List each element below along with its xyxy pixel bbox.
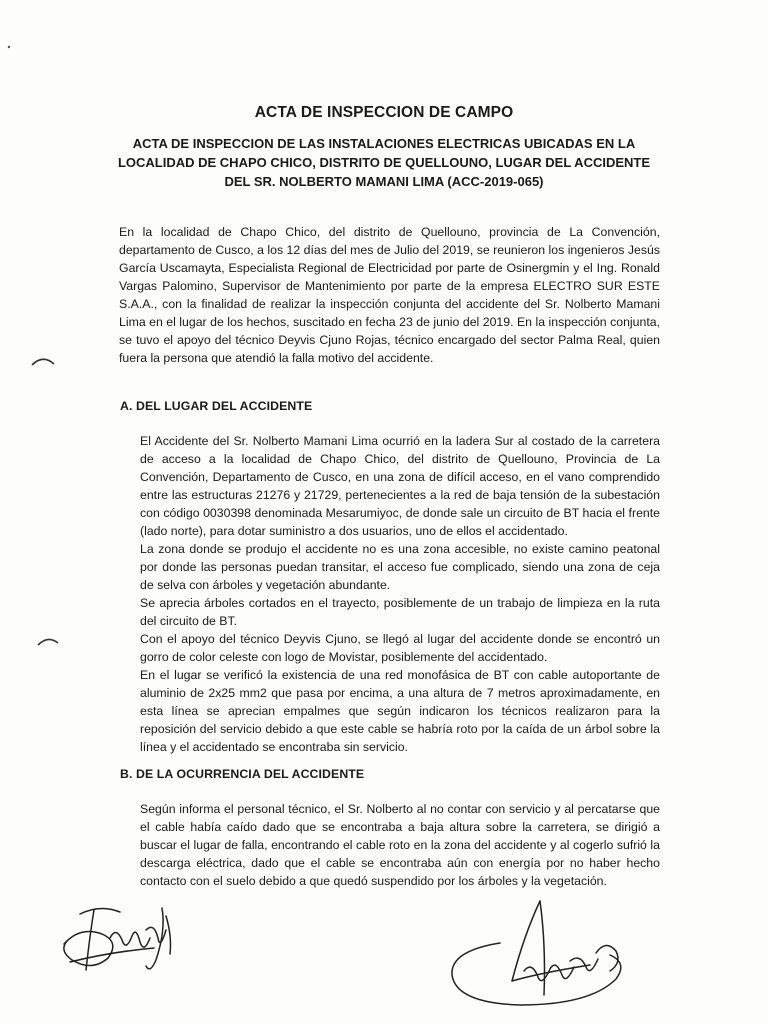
section-b-heading: [120, 767, 364, 781]
punch-hole-mark-bottom: [36, 636, 62, 646]
section-a-title: DEL LUGAR DEL ACCIDENTE: [136, 399, 313, 413]
section-a-paragraph: Se aprecia árboles cortados en el trayecto, posiblemente de un trabajo de limpieza en la ruta del circuito de BT.: [140, 596, 660, 628]
section-b-title: DE LA OCURRENCIA DEL ACCIDENTE: [136, 767, 365, 781]
signature-left: [50, 900, 190, 980]
section-b-paragraph: Según informa el personal técnico, el Sr. Nolberto al no contar con servicio y al percatarse que el cable había caído dado que se encontraba a baja altura sobre la carretera, se dirigió a buscar el lugar de falla, encontrando el cable roto en la zona del accidente y al cogerlo sufrió la descarga eléctrica, dado que el cable se encontraba aún con energía por no haber hecho contacto con el suelo debido a que quedó suspendido por los árboles y la vegetación.: [140, 802, 660, 888]
section-a-letter: A.: [120, 399, 133, 413]
section-a-paragraph: En el lugar se verificó la existencia de una red monofásica de BT con cable autoportante de aluminio de 2x25 mm2 que pasa por encima, a una altura de 7 metros aproximadamente, en esta línea se aprecian empalmes que según indicaron los técnicos realizaron para la reposición del servicio debido a que este cable se habría roto por la caída de un árbol sobre la línea y el accidentado se encontraba sin servicio.: [140, 668, 660, 754]
intro-paragraph: En la localidad de Chapo Chico, del distrito de Quellouno, provincia de La Convención, departamento de Cusco, a los 12 días del mes de Julio del 2019, se reunieron los ingenieros Jesús García Uscamayta, Especialista Regional de Electricidad por parte de Osinergmin y el Ing. Ronald Vargas Palomino, Supervisor de Mantenimiento por parte de la empresa ELECTRO SUR ESTE S.A.A., con la finalidad de realizar la inspección conjunta del accidente del Sr. Nolberto Mamani Lima en el lugar de los hechos, suscitado en fecha 23 de junio del 2019. En la inspección conjunta, se tuvo el apoyo del técnico Deyvis Cjuno Rojas, técnico encargado del sector Palma Real, quien fuera la persona que atendió la falla motivo del accidente.: [119, 225, 660, 365]
signature-right: [440, 895, 640, 1015]
punch-hole-mark-top: [30, 356, 56, 366]
section-a-paragraph: La zona donde se produjo el accidente no es una zona accesible, no existe camino peatonal por donde las personas puedan transitar, el acceso fue complicado, siendo una zona de ceja de selva con árboles y vegetación abundante.: [140, 542, 660, 592]
section-a-paragraph: Con el apoyo del técnico Deyvis Cjuno, se llegó al lugar del accidente donde se encontró un gorro de color celeste con logo de Movistar, posiblemente del accidentado.: [140, 632, 660, 664]
section-a-paragraph: El Accidente del Sr. Nolberto Mamani Lima ocurrió en la ladera Sur al costado de la carretera de acceso a la localidad de Chapo Chico, del distrito de Quellouno, Provincia de La Convención, Departamento de Cusco, en una zona de difícil acceso, en el vano comprendido entre las estructuras 21276 y 21729, pertenecientes a la red de baja tensión de la subestación con código 0030398 denominada Mesarumiyoc, de donde sale un circuito de BT hacia el frente (lado norte), para dotar suministro a dos usuarios, uno de ellos el accidentado.: [140, 434, 660, 538]
section-b-body: [140, 800, 660, 890]
section-b-letter: B.: [120, 767, 133, 781]
document-subtitle: ACTA DE INSPECCION DE LAS INSTALACIONES ELECTRICAS UBICADAS EN LA LOCALIDAD DE CHAPO CHICO, DISTRITO DE QUELLOUNO, LUGAR DEL ACCIDENTE DEL SR. NOLBERTO MAMANI LIMA (ACC-2019-065): [117, 136, 651, 189]
section-a-body: [140, 432, 660, 756]
section-a-heading: [120, 399, 312, 413]
document-title: ACTA DE INSPECCION DE CAMPO: [254, 104, 514, 121]
scan-speck: [6, 44, 12, 50]
